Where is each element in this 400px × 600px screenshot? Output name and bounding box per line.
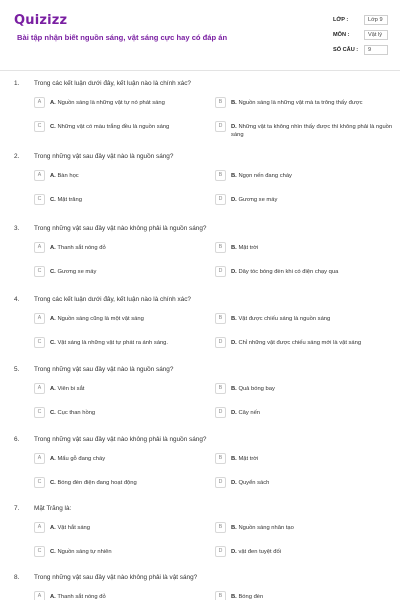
option-letter-box: B xyxy=(215,170,226,181)
option-letter-box: C xyxy=(34,121,45,132)
option-label: Quả bóng bay xyxy=(238,386,275,392)
option-letter-box: B xyxy=(215,522,226,533)
option-key: C. xyxy=(50,269,56,275)
answer-option-a[interactable] xyxy=(34,170,209,186)
option-label: Ngọn nến đang cháy xyxy=(238,173,292,179)
option-key: C. xyxy=(50,480,56,486)
option-letter-box: D xyxy=(215,477,226,488)
option-key: D. xyxy=(231,269,237,275)
option-label: Mặt trời xyxy=(238,456,259,462)
answer-option-b[interactable] xyxy=(215,170,393,186)
option-label: Mẩu gỗ đang cháy xyxy=(57,456,106,462)
question-number: 5. xyxy=(14,366,20,373)
header-divider xyxy=(0,70,400,71)
option-text xyxy=(50,268,220,276)
option-text xyxy=(50,409,220,417)
option-label: Nguồn sáng tự nhiên xyxy=(57,549,112,555)
option-text xyxy=(231,99,400,107)
option-key: C. xyxy=(50,410,56,416)
answer-option-b[interactable] xyxy=(215,383,393,399)
option-letter-box: A xyxy=(34,522,45,533)
option-key: B. xyxy=(231,594,237,600)
question-number: 6. xyxy=(14,436,20,443)
option-text xyxy=(50,524,220,532)
option-text xyxy=(50,244,220,252)
option-letter-box: D xyxy=(215,337,226,348)
option-key: B. xyxy=(231,456,237,462)
grade-value: Lớp 9 xyxy=(364,15,388,25)
option-key: A. xyxy=(50,525,56,531)
option-key: D. xyxy=(231,340,237,346)
option-key: B. xyxy=(231,173,237,179)
option-key: D. xyxy=(231,410,237,416)
option-label: Cây nến xyxy=(238,410,261,416)
answer-option-b[interactable] xyxy=(215,97,393,113)
option-text xyxy=(50,315,220,323)
option-text xyxy=(50,339,220,347)
option-text xyxy=(50,593,220,600)
question-number: 8. xyxy=(14,574,20,581)
option-letter-box: A xyxy=(34,170,45,181)
question-text: Trong những vật sau đây vật nào không phải là nguồn sáng? xyxy=(34,225,207,232)
option-label: Bóng đèn điện đang hoạt động xyxy=(57,480,137,486)
option-text xyxy=(231,172,400,180)
option-label: Những vật có màu trắng đều là nguồn sáng xyxy=(57,124,170,130)
answer-option-c[interactable] xyxy=(34,194,209,210)
answer-option-b[interactable] xyxy=(215,453,393,469)
option-key: D. xyxy=(231,549,237,555)
option-letter-box: C xyxy=(34,266,45,277)
option-key: A. xyxy=(50,456,56,462)
answer-option-a[interactable] xyxy=(34,383,209,399)
answer-option-d[interactable] xyxy=(215,337,393,353)
option-label: Bàn học xyxy=(57,173,79,179)
option-letter-box: C xyxy=(34,477,45,488)
option-text xyxy=(231,409,400,417)
option-letter-box: A xyxy=(34,97,45,108)
question-text: Trong những vật sau đây vật nào là nguồn sáng? xyxy=(34,153,174,160)
answer-option-a[interactable] xyxy=(34,522,209,538)
option-letter-box: B xyxy=(215,453,226,464)
option-key: D. xyxy=(231,480,237,486)
option-label: Nguồn sáng là những vật tự nó phát sáng xyxy=(57,100,165,106)
option-letter-box: C xyxy=(34,407,45,418)
option-label: Những vật ta không nhìn thấy được thì không phải là nguồn sáng xyxy=(231,124,393,138)
option-text xyxy=(50,172,220,180)
option-key: A. xyxy=(50,316,56,322)
option-label: Gương xe máy xyxy=(57,269,97,275)
question-number: 4. xyxy=(14,296,20,303)
question-count-value: 9 xyxy=(364,45,388,55)
grade-label: LỚP : xyxy=(333,17,349,23)
option-text xyxy=(231,479,400,487)
option-label: Vật sáng là những vật tự phát ra ánh sáng. xyxy=(57,340,169,346)
option-key: C. xyxy=(50,197,56,203)
answer-option-a[interactable] xyxy=(34,453,209,469)
option-key: A. xyxy=(50,173,56,179)
answer-option-b[interactable] xyxy=(215,522,393,538)
answer-option-a[interactable] xyxy=(34,97,209,113)
answer-option-d[interactable] xyxy=(215,266,393,282)
option-key: D. xyxy=(231,197,237,203)
option-text xyxy=(231,593,400,600)
option-letter-box: A xyxy=(34,242,45,253)
question-text: Trong những vật sau đây vật nào không phải là vật sáng? xyxy=(34,574,198,581)
option-key: A. xyxy=(50,594,56,600)
option-letter-box: B xyxy=(215,591,226,600)
option-label: Mặt trăng xyxy=(57,197,82,203)
answer-option-c[interactable] xyxy=(34,546,209,562)
question-text: Trong những vật sau đây vật nào là nguồn sáng? xyxy=(34,366,174,373)
option-letter-box: A xyxy=(34,453,45,464)
option-key: C. xyxy=(50,340,56,346)
subject-label: MÔN : xyxy=(333,32,350,38)
question-count-label: SỐ CÂU : xyxy=(333,47,359,53)
option-label: Vật được chiếu sáng là nguồn sáng xyxy=(238,316,331,322)
answer-option-c[interactable] xyxy=(34,337,209,353)
option-label: Nguồn sáng là những vật mà ta trông thấy được xyxy=(238,100,363,106)
option-text xyxy=(50,548,220,556)
answer-option-a[interactable] xyxy=(34,591,209,600)
option-label: Dây tóc bóng đèn khi có điện chạy qua xyxy=(238,269,339,275)
answer-option-d[interactable] xyxy=(215,194,393,210)
option-text xyxy=(231,524,400,532)
option-letter-box: A xyxy=(34,383,45,394)
question-number: 7. xyxy=(14,505,20,512)
option-text xyxy=(231,315,400,323)
question-text: Trong các kết luận dưới đây, kết luận nào là chính xác? xyxy=(34,80,191,87)
option-text xyxy=(231,196,400,204)
option-letter-box: D xyxy=(215,546,226,557)
option-text xyxy=(50,99,220,107)
option-label: Nguồn sáng cũng là một vật sáng xyxy=(57,316,144,322)
answer-option-d[interactable] xyxy=(215,407,393,423)
option-label: Viên bi sắt xyxy=(57,386,85,392)
answer-option-c[interactable] xyxy=(34,477,209,493)
answer-option-b[interactable] xyxy=(215,242,393,258)
option-text xyxy=(50,455,220,463)
option-label: Nguồn sáng nhân tạo xyxy=(238,525,294,531)
option-letter-box: B xyxy=(215,242,226,253)
option-letter-box: A xyxy=(34,313,45,324)
option-label: Gương xe máy xyxy=(238,197,278,203)
question-number: 3. xyxy=(14,225,20,232)
option-label: Chỉ những vật được chiếu sáng mới là vật sáng xyxy=(238,340,362,346)
answer-option-c[interactable] xyxy=(34,121,209,137)
option-letter-box: A xyxy=(34,591,45,600)
answer-option-b[interactable] xyxy=(215,591,393,600)
option-key: B. xyxy=(231,245,237,251)
option-key: B. xyxy=(231,386,237,392)
option-label: Mặt trời xyxy=(238,245,259,251)
option-key: A. xyxy=(50,100,56,106)
worksheet-header xyxy=(0,0,400,68)
option-text xyxy=(231,268,400,276)
option-key: A. xyxy=(50,245,56,251)
option-text xyxy=(231,455,400,463)
option-text xyxy=(50,196,220,204)
option-text xyxy=(231,548,400,556)
option-letter-box: B xyxy=(215,313,226,324)
option-letter-box: C xyxy=(34,546,45,557)
option-text xyxy=(50,123,220,131)
option-letter-box: D xyxy=(215,266,226,277)
quizizz-logo: Quizizz xyxy=(14,13,68,28)
option-key: C. xyxy=(50,549,56,555)
option-key: B. xyxy=(231,100,237,106)
option-label: Quyển sách xyxy=(238,480,270,486)
option-letter-box: D xyxy=(215,121,226,132)
option-letter-box: B xyxy=(215,97,226,108)
question-text: Mặt Trăng là: xyxy=(34,505,72,512)
answer-option-d[interactable] xyxy=(215,121,393,137)
option-text xyxy=(231,339,400,347)
question-number: 2. xyxy=(14,153,20,160)
question-number: 1. xyxy=(14,80,20,87)
option-text xyxy=(50,479,220,487)
subject-value: Vật lý xyxy=(364,30,388,40)
option-key: B. xyxy=(231,316,237,322)
option-label: Thanh sắt nóng đỏ xyxy=(57,594,106,600)
option-letter-box: D xyxy=(215,407,226,418)
option-label: Thanh sắt nóng đỏ xyxy=(57,245,106,251)
option-label: vật đen tuyệt đối xyxy=(238,549,281,555)
answer-option-c[interactable] xyxy=(34,266,209,282)
answer-option-b[interactable] xyxy=(215,313,393,329)
option-key: C. xyxy=(50,124,56,130)
option-text xyxy=(231,385,400,393)
option-letter-box: C xyxy=(34,337,45,348)
option-label: Vật hắt sáng xyxy=(57,525,90,531)
answer-option-d[interactable] xyxy=(215,546,393,562)
worksheet-title: Bài tập nhận biết nguồn sáng, vật sáng cực hay có đáp án xyxy=(17,33,228,42)
option-text xyxy=(231,244,400,252)
option-letter-box: D xyxy=(215,194,226,205)
answer-option-a[interactable] xyxy=(34,242,209,258)
option-label: Cục than hồng xyxy=(57,410,96,416)
option-letter-box: C xyxy=(34,194,45,205)
question-text: Trong những vật sau đây vật nào không phải là nguồn sáng? xyxy=(34,436,207,443)
option-label: Bóng đèn xyxy=(238,594,264,600)
answer-option-a[interactable] xyxy=(34,313,209,329)
option-text xyxy=(50,385,220,393)
option-key: D. xyxy=(231,124,237,130)
answer-option-d[interactable] xyxy=(215,477,393,493)
question-text: Trong các kết luận dưới đây, kết luận nào là chính xác? xyxy=(34,296,191,303)
option-text xyxy=(231,123,400,139)
option-letter-box: B xyxy=(215,383,226,394)
answer-option-c[interactable] xyxy=(34,407,209,423)
option-key: A. xyxy=(50,386,56,392)
option-key: B. xyxy=(231,525,237,531)
